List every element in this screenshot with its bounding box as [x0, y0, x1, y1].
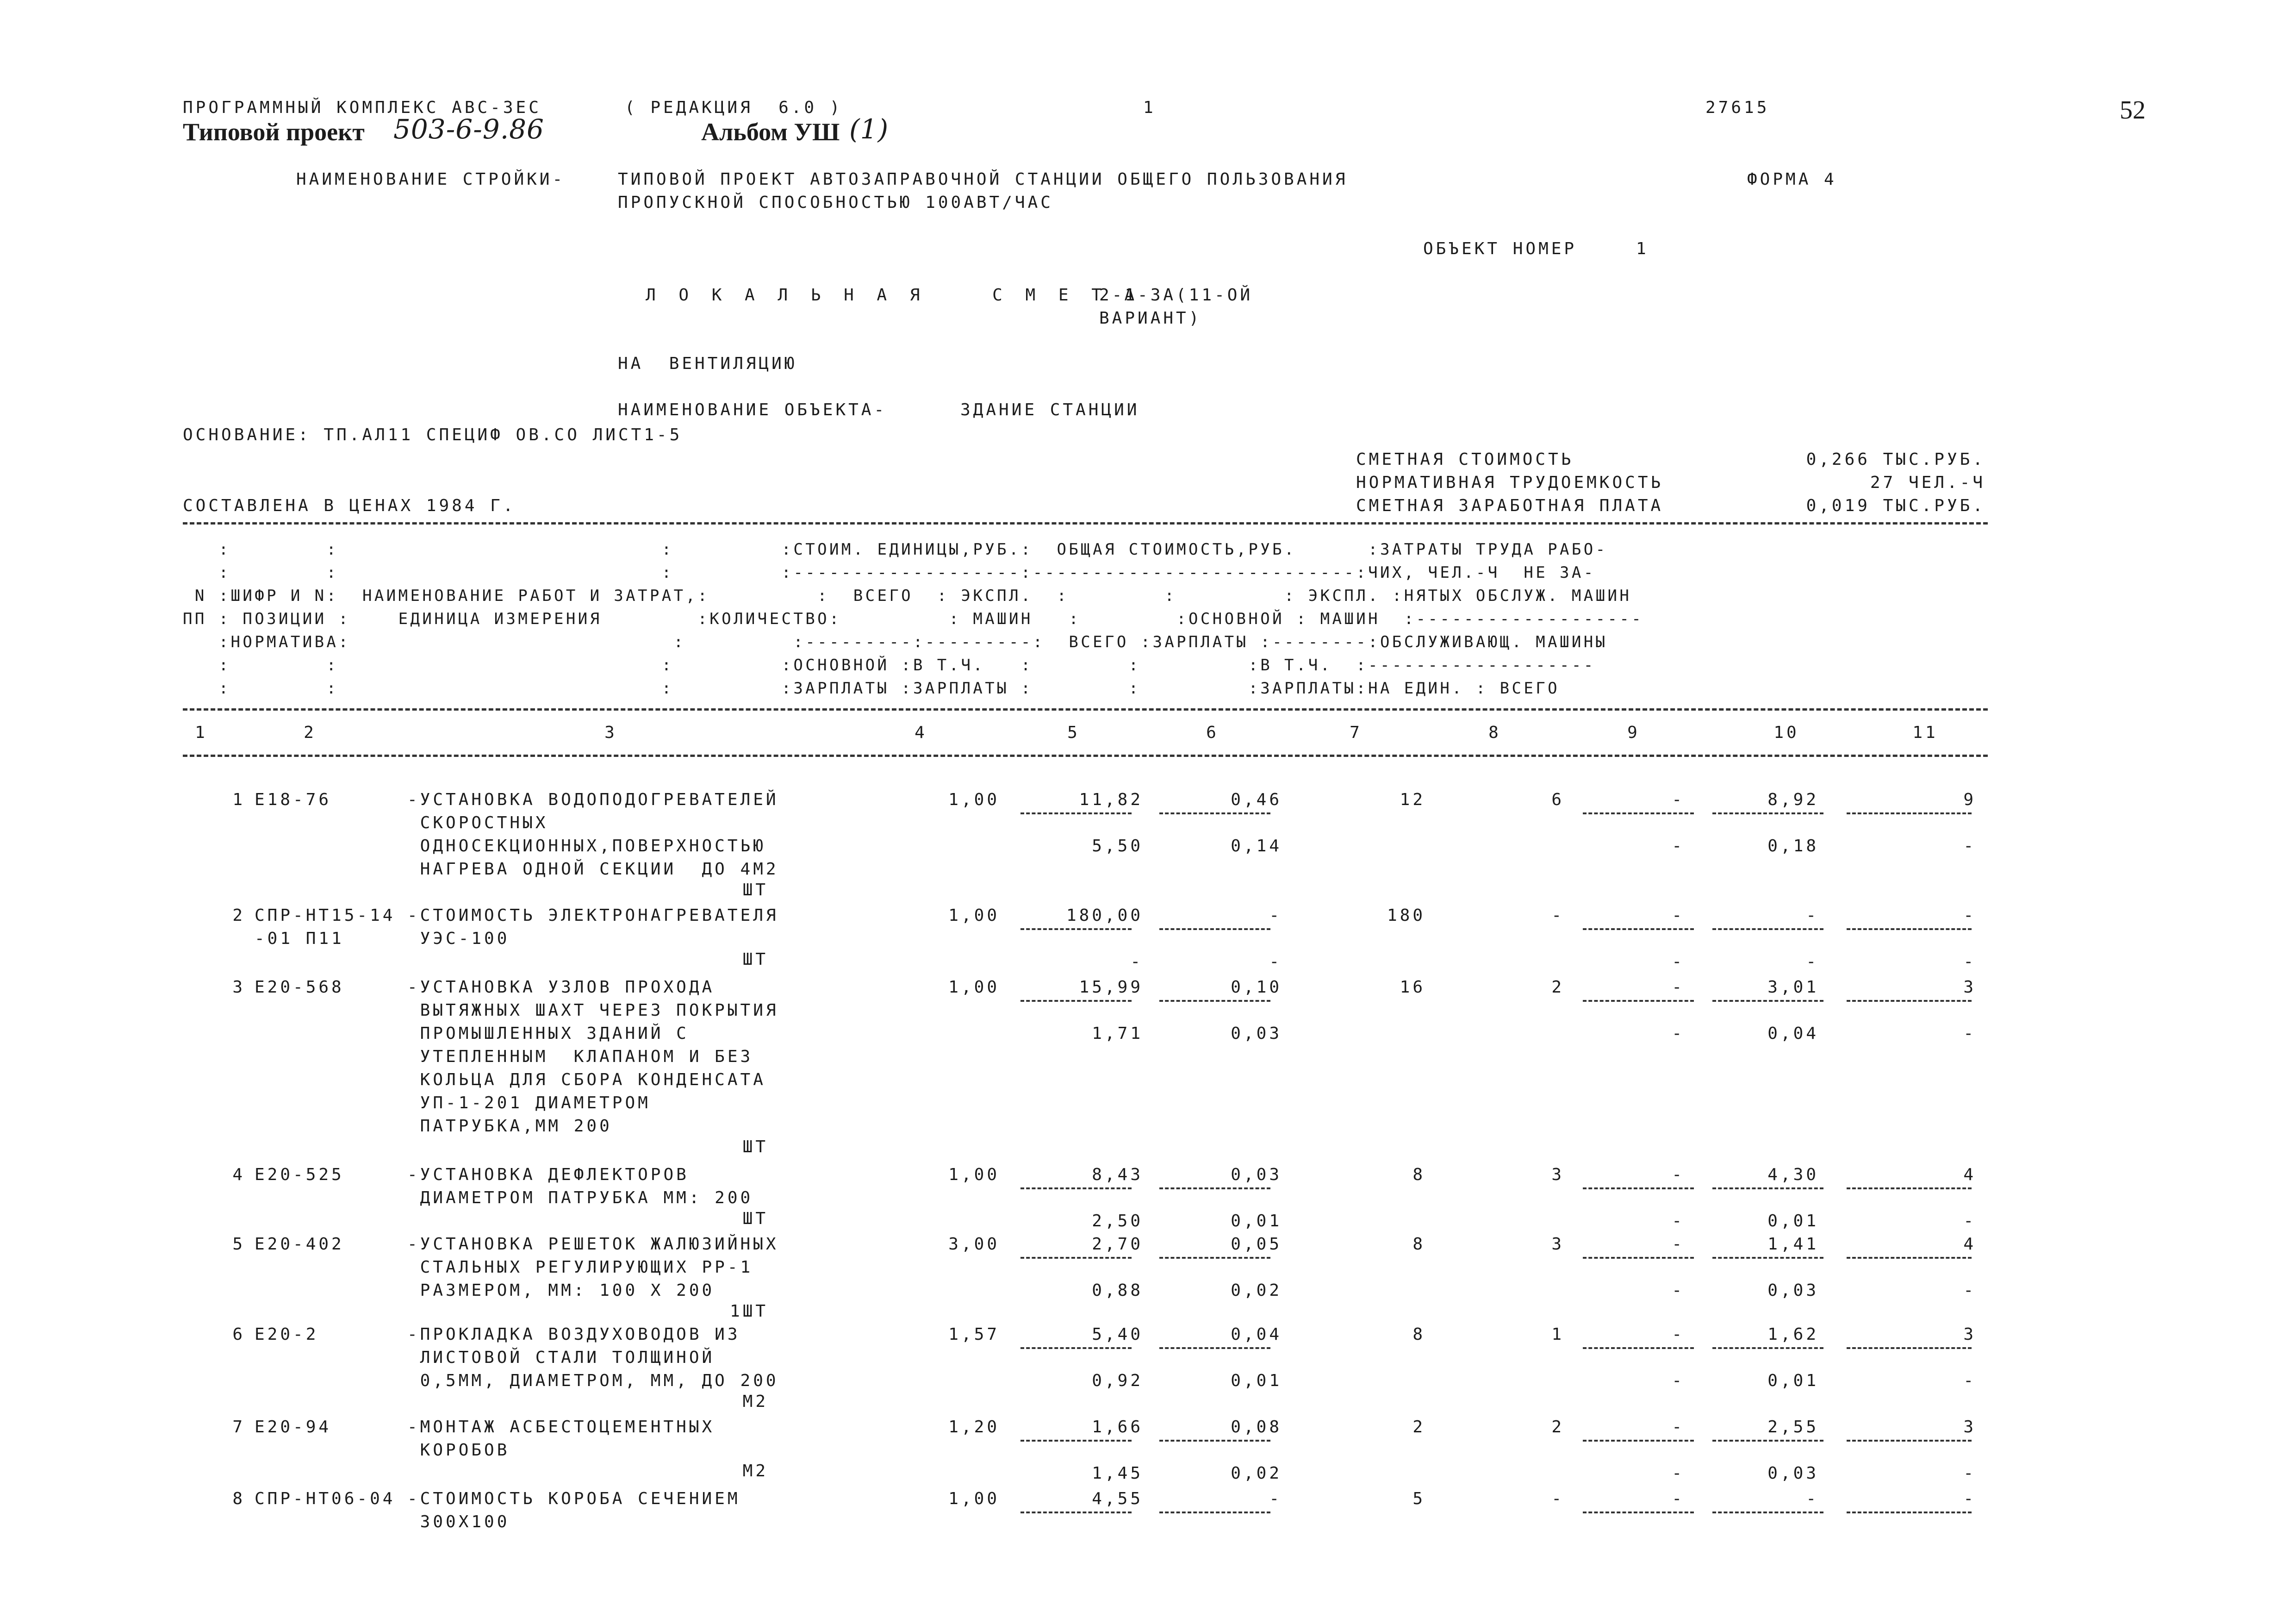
- row-c6b: 0,01: [1231, 1371, 1282, 1390]
- row-c11b: -: [1963, 1024, 1976, 1043]
- row-c9b: -: [1672, 837, 1685, 856]
- row-c5: 1,66: [1092, 1418, 1143, 1437]
- estimate-title: Л О К А Л Ь Н А Я С М Е Т А: [646, 286, 1141, 305]
- row-c8: -: [1551, 906, 1564, 925]
- cell-separator: [1583, 1257, 1694, 1259]
- table-header-line: : : : :СТОИМ. ЕДИНИЦЫ,РУБ.: ОБЩАЯ СТОИМОСТЬ,РУБ. :ЗАТРАТЫ ТРУДА РАБО-: [183, 540, 1608, 559]
- row-c6: 0,08: [1231, 1418, 1282, 1437]
- row-number: 7: [232, 1418, 245, 1437]
- table-header-line: : : : :ЗАРПЛАТЫ :ЗАРПЛАТЫ : : :ЗАРПЛАТЫ:НА ЕДИН. : ВСЕГО: [183, 679, 1560, 698]
- row-c8: 2: [1551, 1418, 1564, 1437]
- cell-separator: [1159, 1187, 1270, 1189]
- row-c6b: 0,01: [1231, 1212, 1282, 1230]
- row-c10: 1,62: [1767, 1325, 1819, 1344]
- row-number: 8: [232, 1489, 245, 1508]
- cell-separator: [1712, 1257, 1823, 1259]
- row-c10b: 0,04: [1767, 1024, 1819, 1043]
- summary-label: СМЕТНАЯ ЗАРАБОТНАЯ ПЛАТА: [1356, 496, 1664, 515]
- row-c11: 9: [1963, 790, 1976, 809]
- row-number: 1: [232, 790, 245, 809]
- row-unit: ШТ: [742, 950, 768, 969]
- row-c9b: -: [1672, 952, 1685, 971]
- row-c11: 3: [1963, 1325, 1976, 1344]
- summary-value: 0,266 ТЫС.РУБ.: [1806, 450, 1985, 469]
- row-qty: 3,00: [948, 1235, 1000, 1254]
- row-c9: -: [1672, 978, 1685, 997]
- cell-separator: [1583, 812, 1694, 814]
- table-top-rule: [183, 522, 1988, 525]
- row-c6: 0,46: [1231, 790, 1282, 809]
- row-description: ПАТРУБКА,ММ 200: [407, 1117, 612, 1136]
- cell-separator: [1847, 1000, 1972, 1002]
- row-unit: М2: [742, 1392, 768, 1411]
- summary-value: 27 ЧЕЛ.-Ч: [1870, 473, 1985, 492]
- cell-separator: [1847, 812, 1972, 814]
- cell-separator: [1712, 928, 1823, 930]
- row-number: 4: [232, 1165, 245, 1184]
- row-c10: -: [1806, 1489, 1819, 1508]
- row-c6b: -: [1269, 952, 1282, 971]
- row-description: ДИАМЕТРОМ ПАТРУБКА ММ: 200: [407, 1188, 753, 1207]
- page-number: 1: [1143, 98, 1156, 117]
- row-description: -УСТАНОВКА ВОДОПОДОГРЕВАТЕЛЕЙ: [407, 790, 779, 809]
- row-c5b: -: [1130, 952, 1143, 971]
- cell-separator: [1020, 812, 1132, 814]
- column-number: 9: [1627, 723, 1640, 742]
- table-header-line: : : : :-------------------:---------------------------:ЧИХ, ЧЕЛ.-Ч НЕ ЗА-: [183, 563, 1596, 582]
- row-c10b: 0,01: [1767, 1371, 1819, 1390]
- row-c10: -: [1806, 906, 1819, 925]
- column-number: 4: [915, 723, 927, 742]
- row-c9: -: [1672, 1489, 1685, 1508]
- row-c9b: -: [1672, 1024, 1685, 1043]
- cell-separator: [1847, 1512, 1972, 1513]
- row-c9: -: [1672, 1325, 1685, 1344]
- row-qty: 1,57: [948, 1325, 1000, 1344]
- cell-separator: [1583, 928, 1694, 930]
- row-c11: -: [1963, 906, 1976, 925]
- row-description: -УСТАНОВКА РЕШЕТОК ЖАЛЮЗИЙНЫХ: [407, 1235, 779, 1254]
- column-number: 7: [1350, 723, 1363, 742]
- summary-value: 0,019 ТЫС.РУБ.: [1806, 496, 1985, 515]
- cell-separator: [1159, 1440, 1270, 1442]
- row-qty: 1,00: [948, 790, 1000, 809]
- row-c6b: 0,03: [1231, 1024, 1282, 1043]
- cell-separator: [1159, 1257, 1270, 1259]
- estimate-number-line2: ВАРИАНТ): [1099, 309, 1202, 328]
- row-unit: ШТ: [742, 1137, 768, 1156]
- cell-separator: [1583, 1347, 1694, 1349]
- cell-separator: [1847, 1257, 1972, 1259]
- row-c5: 8,43: [1092, 1165, 1143, 1184]
- column-numbers-rule: [183, 755, 1988, 757]
- cell-separator: [1847, 1347, 1972, 1349]
- row-description: СТАЛЬНЫХ РЕГУЛИРУЮЩИХ РР-1: [407, 1258, 753, 1277]
- cell-separator: [1159, 812, 1270, 814]
- row-unit: ШТ: [742, 1209, 768, 1228]
- row-description: КОЛЬЦА ДЛЯ СБОРА КОНДЕНСАТА: [407, 1070, 766, 1089]
- cell-separator: [1159, 1512, 1270, 1513]
- row-c7: 180: [1387, 906, 1425, 925]
- row-c7: 16: [1400, 978, 1425, 997]
- row-c8: 1: [1551, 1325, 1564, 1344]
- row-c9b: -: [1672, 1281, 1685, 1300]
- row-code: СПР-НТ15-14: [255, 906, 396, 925]
- program-name: ПРОГРАММНЫЙ КОМПЛЕКС АВС-3ЕС: [183, 98, 541, 117]
- row-c9b: -: [1672, 1464, 1685, 1483]
- row-c5b: 0,88: [1092, 1281, 1143, 1300]
- row-code: Е20-2: [255, 1325, 319, 1344]
- summary-label: СМЕТНАЯ СТОИМОСТЬ: [1356, 450, 1574, 469]
- estimate-basis: ОСНОВАНИЕ: ТП.АЛ11 СПЕЦИФ ОВ.СО ЛИСТ1-5: [183, 425, 683, 444]
- cell-separator: [1712, 1187, 1823, 1189]
- row-c11b: -: [1963, 952, 1976, 971]
- row-c6: -: [1269, 1489, 1282, 1508]
- row-c9: -: [1672, 790, 1685, 809]
- row-c7: 8: [1412, 1235, 1425, 1254]
- object-number-label: ОБЪЕКТ НОМЕР: [1423, 239, 1577, 258]
- row-unit: ШТ: [742, 881, 768, 899]
- object-name-label: НАИМЕНОВАНИЕ ОБЪЕКТА-: [618, 400, 887, 419]
- row-c11b: -: [1963, 837, 1976, 856]
- row-c10b: 0,03: [1767, 1281, 1819, 1300]
- row-code: -01 П11: [255, 929, 344, 948]
- row-c10: 8,92: [1767, 790, 1819, 809]
- row-c11: 4: [1963, 1165, 1976, 1184]
- project-number: 503-6-9.86: [393, 113, 544, 145]
- row-c8: -: [1551, 1489, 1564, 1508]
- row-c5b: 0,92: [1092, 1371, 1143, 1390]
- row-c5: 2,70: [1092, 1235, 1143, 1254]
- row-c6b: 0,14: [1231, 837, 1282, 856]
- estimate-number-line1: 2-1-3А(11-ОЙ: [1099, 286, 1253, 305]
- cell-separator: [1847, 1440, 1972, 1442]
- row-c7: 2: [1412, 1418, 1425, 1437]
- row-c6: 0,03: [1231, 1165, 1282, 1184]
- row-code: Е20-402: [255, 1235, 344, 1254]
- row-c5b: 2,50: [1092, 1212, 1143, 1230]
- album-number: (1): [849, 113, 889, 145]
- column-number: 2: [304, 723, 317, 742]
- row-c11: -: [1963, 1489, 1976, 1508]
- cell-separator: [1712, 1440, 1823, 1442]
- row-c6b: 0,02: [1231, 1464, 1282, 1483]
- column-number: 8: [1488, 723, 1501, 742]
- row-c5b: 5,50: [1092, 837, 1143, 856]
- row-description: ВЫТЯЖНЫХ ШАХТ ЧЕРЕЗ ПОКРЫТИЯ: [407, 1001, 779, 1020]
- row-c5b: 1,71: [1092, 1024, 1143, 1043]
- cell-separator: [1020, 1347, 1132, 1349]
- row-c5: 180,00: [1066, 906, 1143, 925]
- cell-separator: [1583, 1187, 1694, 1189]
- row-c11: 3: [1963, 1418, 1976, 1437]
- row-unit: 1ШТ: [729, 1302, 768, 1321]
- row-c9: -: [1672, 906, 1685, 925]
- table-header-line: :НОРМАТИВА: : :---------:---------: ВСЕГО :ЗАРПЛАТЫ :--------:ОБСЛУЖИВАЮЩ. МАШИНЫ: [183, 633, 1608, 651]
- row-c9: -: [1672, 1418, 1685, 1437]
- row-c8: 6: [1551, 790, 1564, 809]
- row-unit: М2: [742, 1462, 768, 1480]
- row-c6: 0,10: [1231, 978, 1282, 997]
- row-c10: 1,41: [1767, 1235, 1819, 1254]
- object-number: 1: [1636, 239, 1649, 258]
- row-c9: -: [1672, 1235, 1685, 1254]
- row-c6b: 0,02: [1231, 1281, 1282, 1300]
- column-number: 6: [1206, 723, 1219, 742]
- row-c5: 5,40: [1092, 1325, 1143, 1344]
- row-code: СПР-НТ06-04: [255, 1489, 396, 1508]
- cell-separator: [1712, 1347, 1823, 1349]
- prices-year: СОСТАВЛЕНА В ЦЕНАХ 1984 Г.: [183, 496, 516, 515]
- row-description: 0,5ММ, ДИАМЕТРОМ, ММ, ДО 200: [407, 1371, 779, 1390]
- row-description: -УСТАНОВКА ДЕФЛЕКТОРОВ: [407, 1165, 689, 1184]
- row-number: 2: [232, 906, 245, 925]
- cell-separator: [1020, 1440, 1132, 1442]
- row-c11: 3: [1963, 978, 1976, 997]
- cell-separator: [1020, 1187, 1132, 1189]
- row-qty: 1,00: [948, 1489, 1000, 1508]
- row-c6: -: [1269, 906, 1282, 925]
- column-number: 5: [1067, 723, 1080, 742]
- row-c5: 15,99: [1079, 978, 1143, 997]
- row-c8: 3: [1551, 1235, 1564, 1254]
- row-number: 3: [232, 978, 245, 997]
- row-description: НАГРЕВА ОДНОЙ СЕКЦИИ ДО 4М2: [407, 860, 779, 879]
- column-number: 10: [1773, 723, 1799, 742]
- row-c11b: -: [1963, 1464, 1976, 1483]
- table-header-line: ПП : ПОЗИЦИИ : ЕДИНИЦА ИЗМЕРЕНИЯ :КОЛИЧЕСТВО: : МАШИН : :ОСНОВНОЙ : МАШИН :-------------------: [183, 610, 1644, 628]
- cell-separator: [1583, 1000, 1694, 1002]
- object-name: ЗДАНИЕ СТАНЦИИ: [960, 400, 1140, 419]
- table-header-line: N :ШИФР И N: НАИМЕНОВАНИЕ РАБОТ И ЗАТРАТ,: : ВСЕГО : ЭКСПЛ. : : : ЭКСПЛ. :НЯТЫХ ОБСЛУЖ. МАШИН: [183, 587, 1632, 605]
- project-label: Типовой проект: [183, 118, 365, 146]
- row-c10b: 0,03: [1767, 1464, 1819, 1483]
- cell-separator: [1712, 812, 1823, 814]
- cell-separator: [1847, 928, 1972, 930]
- row-description: -ПРОКЛАДКА ВОЗДУХОВОДОВ ИЗ: [407, 1325, 740, 1344]
- row-description: -СТОИМОСТЬ КОРОБА СЕЧЕНИЕМ: [407, 1489, 740, 1508]
- row-description: СКОРОСТНЫХ: [407, 813, 548, 832]
- sheet-number: 52: [2120, 96, 2146, 125]
- estimate-subject: НА ВЕНТИЛЯЦИЮ: [618, 354, 797, 373]
- row-c5: 11,82: [1079, 790, 1143, 809]
- row-c8: 3: [1551, 1165, 1564, 1184]
- row-code: Е20-525: [255, 1165, 344, 1184]
- construction-name-line1: ТИПОВОЙ ПРОЕКТ АВТОЗАПРАВОЧНОЙ СТАНЦИИ ОБЩЕГО ПОЛЬЗОВАНИЯ: [618, 170, 1348, 189]
- row-c10: 3,01: [1767, 978, 1819, 997]
- row-c10b: -: [1806, 952, 1819, 971]
- row-c7: 5: [1412, 1489, 1425, 1508]
- row-description: УЭС-100: [407, 929, 510, 948]
- row-description: УТЕПЛЕННЫМ КЛАПАНОМ И БЕЗ: [407, 1047, 753, 1066]
- row-description: УП-1-201 ДИАМЕТРОМ: [407, 1093, 651, 1112]
- form-number: ФОРМА 4: [1747, 170, 1837, 189]
- program-edition: ( РЕДАКЦИЯ 6.0 ): [625, 98, 843, 117]
- table-header-line: : : : :ОСНОВНОЙ :В Т.Ч. : : :В Т.Ч. :-------------------: [183, 656, 1596, 675]
- row-c6: 0,05: [1231, 1235, 1282, 1254]
- row-c5b: 1,45: [1092, 1464, 1143, 1483]
- row-c9b: -: [1672, 1371, 1685, 1390]
- column-number: 1: [195, 723, 208, 742]
- row-code: Е20-94: [255, 1418, 332, 1437]
- row-description: -СТОИМОСТЬ ЭЛЕКТРОНАГРЕВАТЕЛЯ: [407, 906, 779, 925]
- summary-label: НОРМАТИВНАЯ ТРУДОЕМКОСТЬ: [1356, 473, 1664, 492]
- row-code: Е20-568: [255, 978, 344, 997]
- cell-separator: [1159, 928, 1270, 930]
- row-qty: 1,00: [948, 906, 1000, 925]
- cell-separator: [1020, 1512, 1132, 1513]
- row-description: ЛИСТОВОЙ СТАЛИ ТОЛЩИНОЙ: [407, 1348, 715, 1367]
- row-qty: 1,00: [948, 978, 1000, 997]
- document-code: 27615: [1705, 98, 1770, 117]
- construction-name-line2: ПРОПУСКНОЙ СПОСОБНОСТЬЮ 100АВТ/ЧАС: [618, 193, 1053, 212]
- row-description: -МОНТАЖ АСБЕСТОЦЕМЕНТНЫХ: [407, 1418, 715, 1437]
- row-number: 6: [232, 1325, 245, 1344]
- row-c10: 4,30: [1767, 1165, 1819, 1184]
- row-description: РАЗМЕРОМ, ММ: 100 Х 200: [407, 1281, 715, 1300]
- row-number: 5: [232, 1235, 245, 1254]
- cell-separator: [1020, 928, 1132, 930]
- row-c10b: 0,01: [1767, 1212, 1819, 1230]
- table-header-rule: [183, 708, 1988, 711]
- row-c9b: -: [1672, 1212, 1685, 1230]
- cell-separator: [1712, 1000, 1823, 1002]
- row-c7: 8: [1412, 1165, 1425, 1184]
- row-qty: 1,00: [948, 1165, 1000, 1184]
- row-c8: 2: [1551, 978, 1564, 997]
- row-code: Е18-76: [255, 790, 332, 809]
- cell-separator: [1159, 1000, 1270, 1002]
- column-number: 3: [604, 723, 617, 742]
- row-c9: -: [1672, 1165, 1685, 1184]
- column-number: 11: [1912, 723, 1938, 742]
- row-description: ОДНОСЕКЦИОННЫХ,ПОВЕРХНОСТЬЮ: [407, 837, 766, 856]
- row-qty: 1,20: [948, 1418, 1000, 1437]
- row-description: ПРОМЫШЛЕННЫХ ЗДАНИЙ С: [407, 1024, 689, 1043]
- row-c11b: -: [1963, 1212, 1976, 1230]
- cell-separator: [1847, 1187, 1972, 1189]
- cell-separator: [1583, 1512, 1694, 1513]
- row-c11b: -: [1963, 1281, 1976, 1300]
- row-c7: 12: [1400, 790, 1425, 809]
- cell-separator: [1712, 1512, 1823, 1513]
- row-c10b: 0,18: [1767, 837, 1819, 856]
- row-c10: 2,55: [1767, 1418, 1819, 1437]
- row-c6: 0,04: [1231, 1325, 1282, 1344]
- row-c11: 4: [1963, 1235, 1976, 1254]
- row-description: 300Х100: [407, 1512, 510, 1531]
- construction-label: НАИМЕНОВАНИЕ СТРОЙКИ-: [296, 170, 566, 189]
- cell-separator: [1020, 1000, 1132, 1002]
- row-c5: 4,55: [1092, 1489, 1143, 1508]
- row-c11b: -: [1963, 1371, 1976, 1390]
- cell-separator: [1583, 1440, 1694, 1442]
- cell-separator: [1159, 1347, 1270, 1349]
- row-description: -УСТАНОВКА УЗЛОВ ПРОХОДА: [407, 978, 715, 997]
- row-c7: 8: [1412, 1325, 1425, 1344]
- album-label: Альбом УШ: [701, 118, 840, 146]
- cell-separator: [1020, 1257, 1132, 1259]
- row-description: КОРОБОВ: [407, 1441, 510, 1460]
